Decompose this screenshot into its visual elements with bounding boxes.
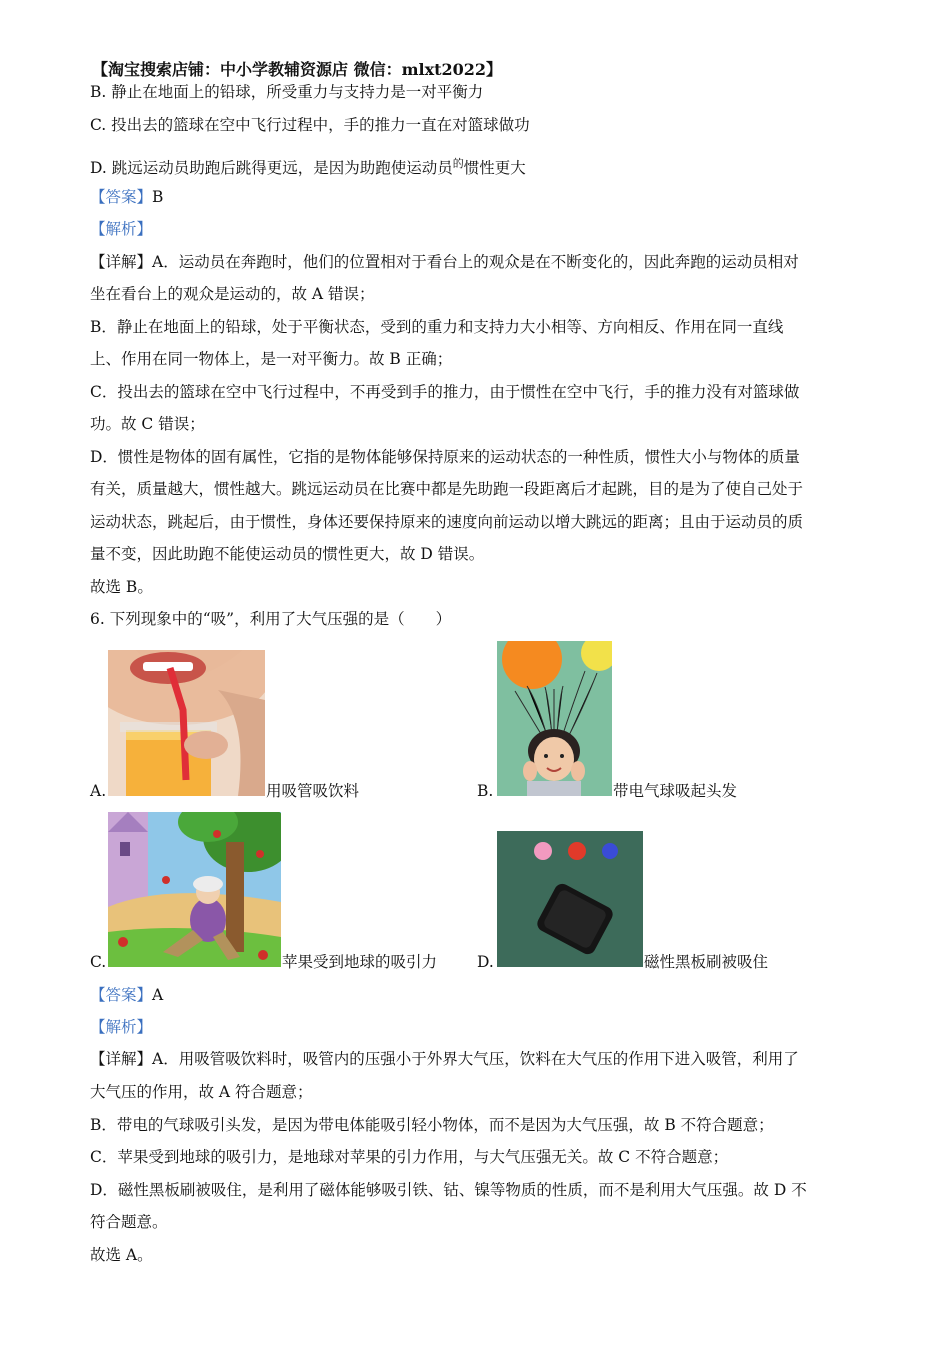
detail-tag: 【详解】 <box>90 253 153 271</box>
q5-option-d <box>90 154 526 178</box>
q6-detail-line <box>90 1049 799 1069</box>
q5-detail-line: 上、作用在同一物体上，是一对平衡力。故 B 正确； <box>90 350 453 368</box>
option-b-letter: B. <box>477 782 494 800</box>
option-b-text: 带电气球吸起头发 <box>613 782 738 800</box>
q5-detail-line: 运动状态，跳起后，由于惯性，身体还要保持原来的速度向前运动以增大跳远的距离；且由于运动员的质 <box>90 513 804 531</box>
q5-conclusion: 故选 B。 <box>90 578 153 596</box>
q5-detail-line: C．投出去的篮球在空中飞行过程中，不再受到手的推力，由于惯性在空中飞行，手的推力没有对篮球做 <box>90 383 800 401</box>
option-c-text: 苹果受到地球的吸引力 <box>282 953 438 971</box>
analysis-tag: 【解析】 <box>90 220 153 238</box>
q5-detail-line: 功。故 C 错误； <box>90 415 205 433</box>
option-c-letter: C. <box>90 953 107 971</box>
answer-value: B <box>152 188 164 206</box>
answer-value: A <box>152 986 164 1004</box>
option-a-text: 用吸管吸饮料 <box>266 782 360 800</box>
q6-answer <box>90 985 163 1005</box>
q6-question: 6. 下列现象中的“吸”，利用了大气压强的是（ ） <box>90 610 452 628</box>
option-a-letter: A. <box>90 782 107 800</box>
magnetic-eraser-image <box>497 831 643 967</box>
q5-option-d-text: D. 跳远运动员助跑后跳得更远，是因为助跑使运动员 <box>90 159 453 177</box>
q5-option-b: B. 静止在地面上的铅球，所受重力与支持力是一对平衡力 <box>90 83 484 101</box>
q5-option-d-sup: 的 <box>452 157 464 170</box>
answer-tag: 【答案】 <box>90 188 153 206</box>
option-d-letter: D. <box>477 953 494 971</box>
detail-text: A．运动员在奔跑时，他们的位置相对于看台上的观众是在不断变化的，因此奔跑的运动员相对 <box>152 253 799 271</box>
q5-detail-line: 有关，质量越大，惯性越大。跳远运动员在比赛中都是先助跑一段距离后才起跳，目的是为了使自己处于 <box>90 480 804 498</box>
straw-drinking-image <box>108 650 265 796</box>
q6-detail-line: C．苹果受到地球的吸引力，是地球对苹果的引力作用，与大气压强无关。故 C 不符合题意； <box>90 1148 729 1166</box>
q6-detail-line: 大气压的作用，故 A 符合题意； <box>90 1083 313 1101</box>
page-header: 【淘宝搜索店铺：中小学教辅资源店 微信：mlxt2022】 <box>92 60 503 79</box>
q5-detail-line: D．惯性是物体的固有属性，它指的是物体能够保持原来的运动状态的一种性质，惯性大小与物体的质量 <box>90 448 800 466</box>
answer-tag: 【答案】 <box>90 986 153 1004</box>
analysis-tag: 【解析】 <box>90 1018 153 1036</box>
q6-detail-line: D．磁性黑板刷被吸住，是利用了磁体能够吸引铁、钴、镍等物质的性质，而不是利用大气压强。故 D 不 <box>90 1181 807 1199</box>
q6-conclusion: 故选 A。 <box>90 1246 153 1264</box>
q5-option-c: C. 投出去的篮球在空中飞行过程中，手的推力一直在对篮球做功 <box>90 116 530 134</box>
q5-detail-line: 坐在看台上的观众是运动的，故 A 错误； <box>90 285 375 303</box>
q5-answer <box>90 187 163 207</box>
detail-tag: 【详解】 <box>90 1050 153 1068</box>
option-d-text: 磁性黑板刷被吸住 <box>644 953 769 971</box>
q5-detail-line <box>90 252 799 272</box>
q5-detail-line: B．静止在地面上的铅球，处于平衡状态，受到的重力和支持力大小相等、方向相反、作用在同一直线 <box>90 318 784 336</box>
q5-option-d-text-end: 惯性更大 <box>463 159 526 177</box>
q5-detail-line: 量不变，因此助跑不能使运动员的惯性更大，故 D 错误。 <box>90 545 485 563</box>
newton-apple-image <box>108 812 281 967</box>
q6-detail-line: 符合题意。 <box>90 1213 168 1231</box>
q6-detail-line: B．带电的气球吸引头发，是因为带电体能吸引轻小物体，而不是因为大气压强，故 B 不符合题意； <box>90 1116 774 1134</box>
balloon-hair-image <box>497 641 612 796</box>
detail-text: A．用吸管吸饮料时，吸管内的压强小于外界大气压，饮料在大气压的作用下进入吸管，利用了 <box>152 1050 799 1068</box>
